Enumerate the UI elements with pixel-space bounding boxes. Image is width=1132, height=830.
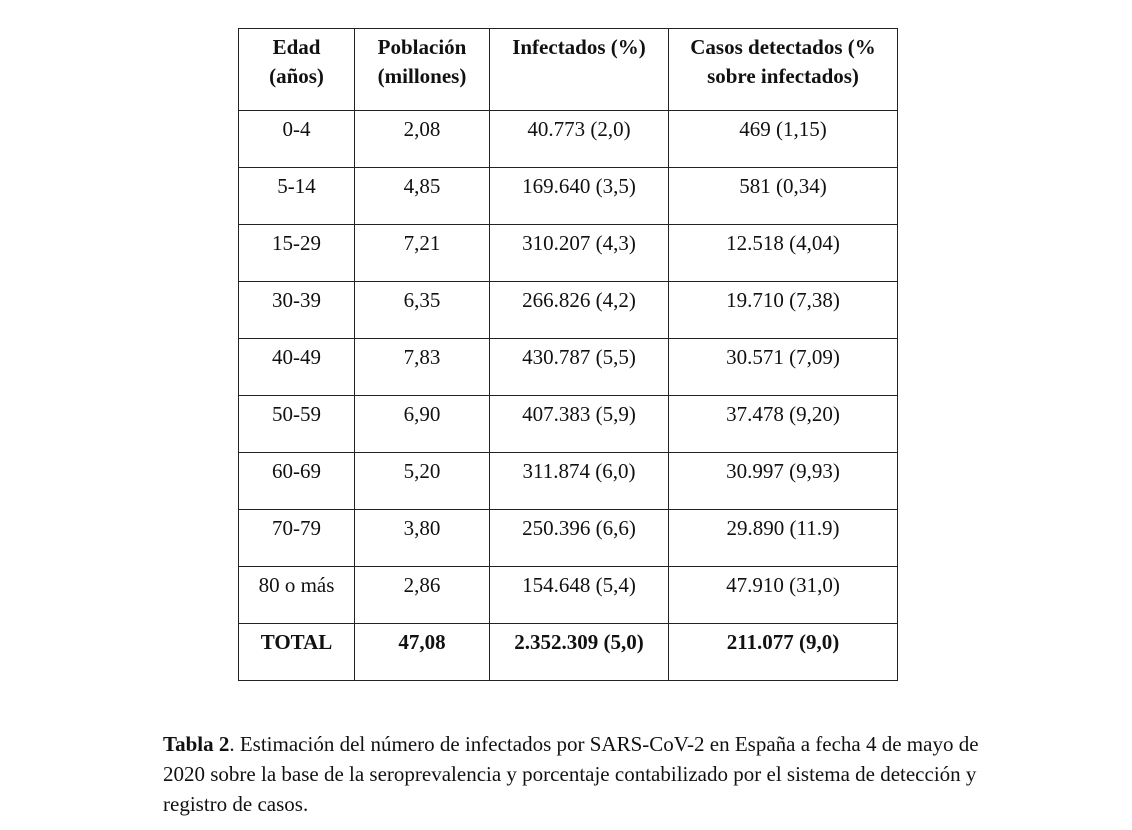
table-row	[239, 339, 898, 396]
header-line: Casos detectados (%	[690, 35, 876, 59]
detected-cell: 581 (0,34)	[669, 168, 898, 225]
total-age-cell: TOTAL	[239, 624, 355, 681]
table-caption	[163, 729, 993, 819]
total-population-cell: 47,08	[355, 624, 490, 681]
detected-cell: 29.890 (11.9)	[669, 510, 898, 567]
header-line: (años)	[269, 64, 324, 88]
table-header-row	[239, 29, 898, 111]
infected-cell: 266.826 (4,2)	[490, 282, 669, 339]
header-detected-cases	[669, 29, 898, 111]
population-cell: 7,21	[355, 225, 490, 282]
table-row	[239, 510, 898, 567]
population-cell: 7,83	[355, 339, 490, 396]
age-cell: 70-79	[239, 510, 355, 567]
detected-cell: 30.997 (9,93)	[669, 453, 898, 510]
detected-cell: 30.571 (7,09)	[669, 339, 898, 396]
age-cell: 80 o más	[239, 567, 355, 624]
table-row	[239, 168, 898, 225]
detected-cell: 37.478 (9,20)	[669, 396, 898, 453]
table-body	[239, 111, 898, 681]
population-cell: 2,86	[355, 567, 490, 624]
infection-table	[238, 28, 898, 681]
detected-cell: 19.710 (7,38)	[669, 282, 898, 339]
infected-cell: 430.787 (5,5)	[490, 339, 669, 396]
header-age	[239, 29, 355, 111]
caption-label: Tabla 2	[163, 732, 230, 756]
table-row	[239, 567, 898, 624]
age-cell: 5-14	[239, 168, 355, 225]
population-cell: 5,20	[355, 453, 490, 510]
infected-cell: 310.207 (4,3)	[490, 225, 669, 282]
header-population	[355, 29, 490, 111]
header-infected	[490, 29, 669, 111]
population-cell: 6,35	[355, 282, 490, 339]
age-cell: 60-69	[239, 453, 355, 510]
header-line: sobre infectados)	[707, 64, 859, 88]
population-cell: 6,90	[355, 396, 490, 453]
detected-cell: 47.910 (31,0)	[669, 567, 898, 624]
table-row	[239, 396, 898, 453]
population-cell: 4,85	[355, 168, 490, 225]
infected-cell: 311.874 (6,0)	[490, 453, 669, 510]
header-line: Población	[377, 35, 467, 59]
infected-cell: 40.773 (2,0)	[490, 111, 669, 168]
age-cell: 50-59	[239, 396, 355, 453]
detected-cell: 469 (1,15)	[669, 111, 898, 168]
header-line: (millones)	[377, 64, 467, 88]
header-line: Edad	[272, 35, 321, 59]
caption-text: . Estimación del número de infectados por SARS-CoV-2 en España a fecha 4 de mayo de 2020 sobre la base de la seroprevalencia y porcentaje contabilizado por el sistema de detección y registro de casos.	[163, 732, 979, 816]
total-detected-cell: 211.077 (9,0)	[669, 624, 898, 681]
header-line: Infectados (%)	[512, 35, 646, 59]
total-infected-cell: 2.352.309 (5,0)	[490, 624, 669, 681]
infected-cell: 407.383 (5,9)	[490, 396, 669, 453]
infected-cell: 169.640 (3,5)	[490, 168, 669, 225]
age-cell: 0-4	[239, 111, 355, 168]
detected-cell: 12.518 (4,04)	[669, 225, 898, 282]
table-row	[239, 111, 898, 168]
population-cell: 3,80	[355, 510, 490, 567]
population-cell: 2,08	[355, 111, 490, 168]
age-cell: 30-39	[239, 282, 355, 339]
age-cell: 15-29	[239, 225, 355, 282]
total-row	[239, 624, 898, 681]
infected-cell: 250.396 (6,6)	[490, 510, 669, 567]
infected-cell: 154.648 (5,4)	[490, 567, 669, 624]
table-row	[239, 225, 898, 282]
table-row	[239, 282, 898, 339]
table-row	[239, 453, 898, 510]
age-cell: 40-49	[239, 339, 355, 396]
